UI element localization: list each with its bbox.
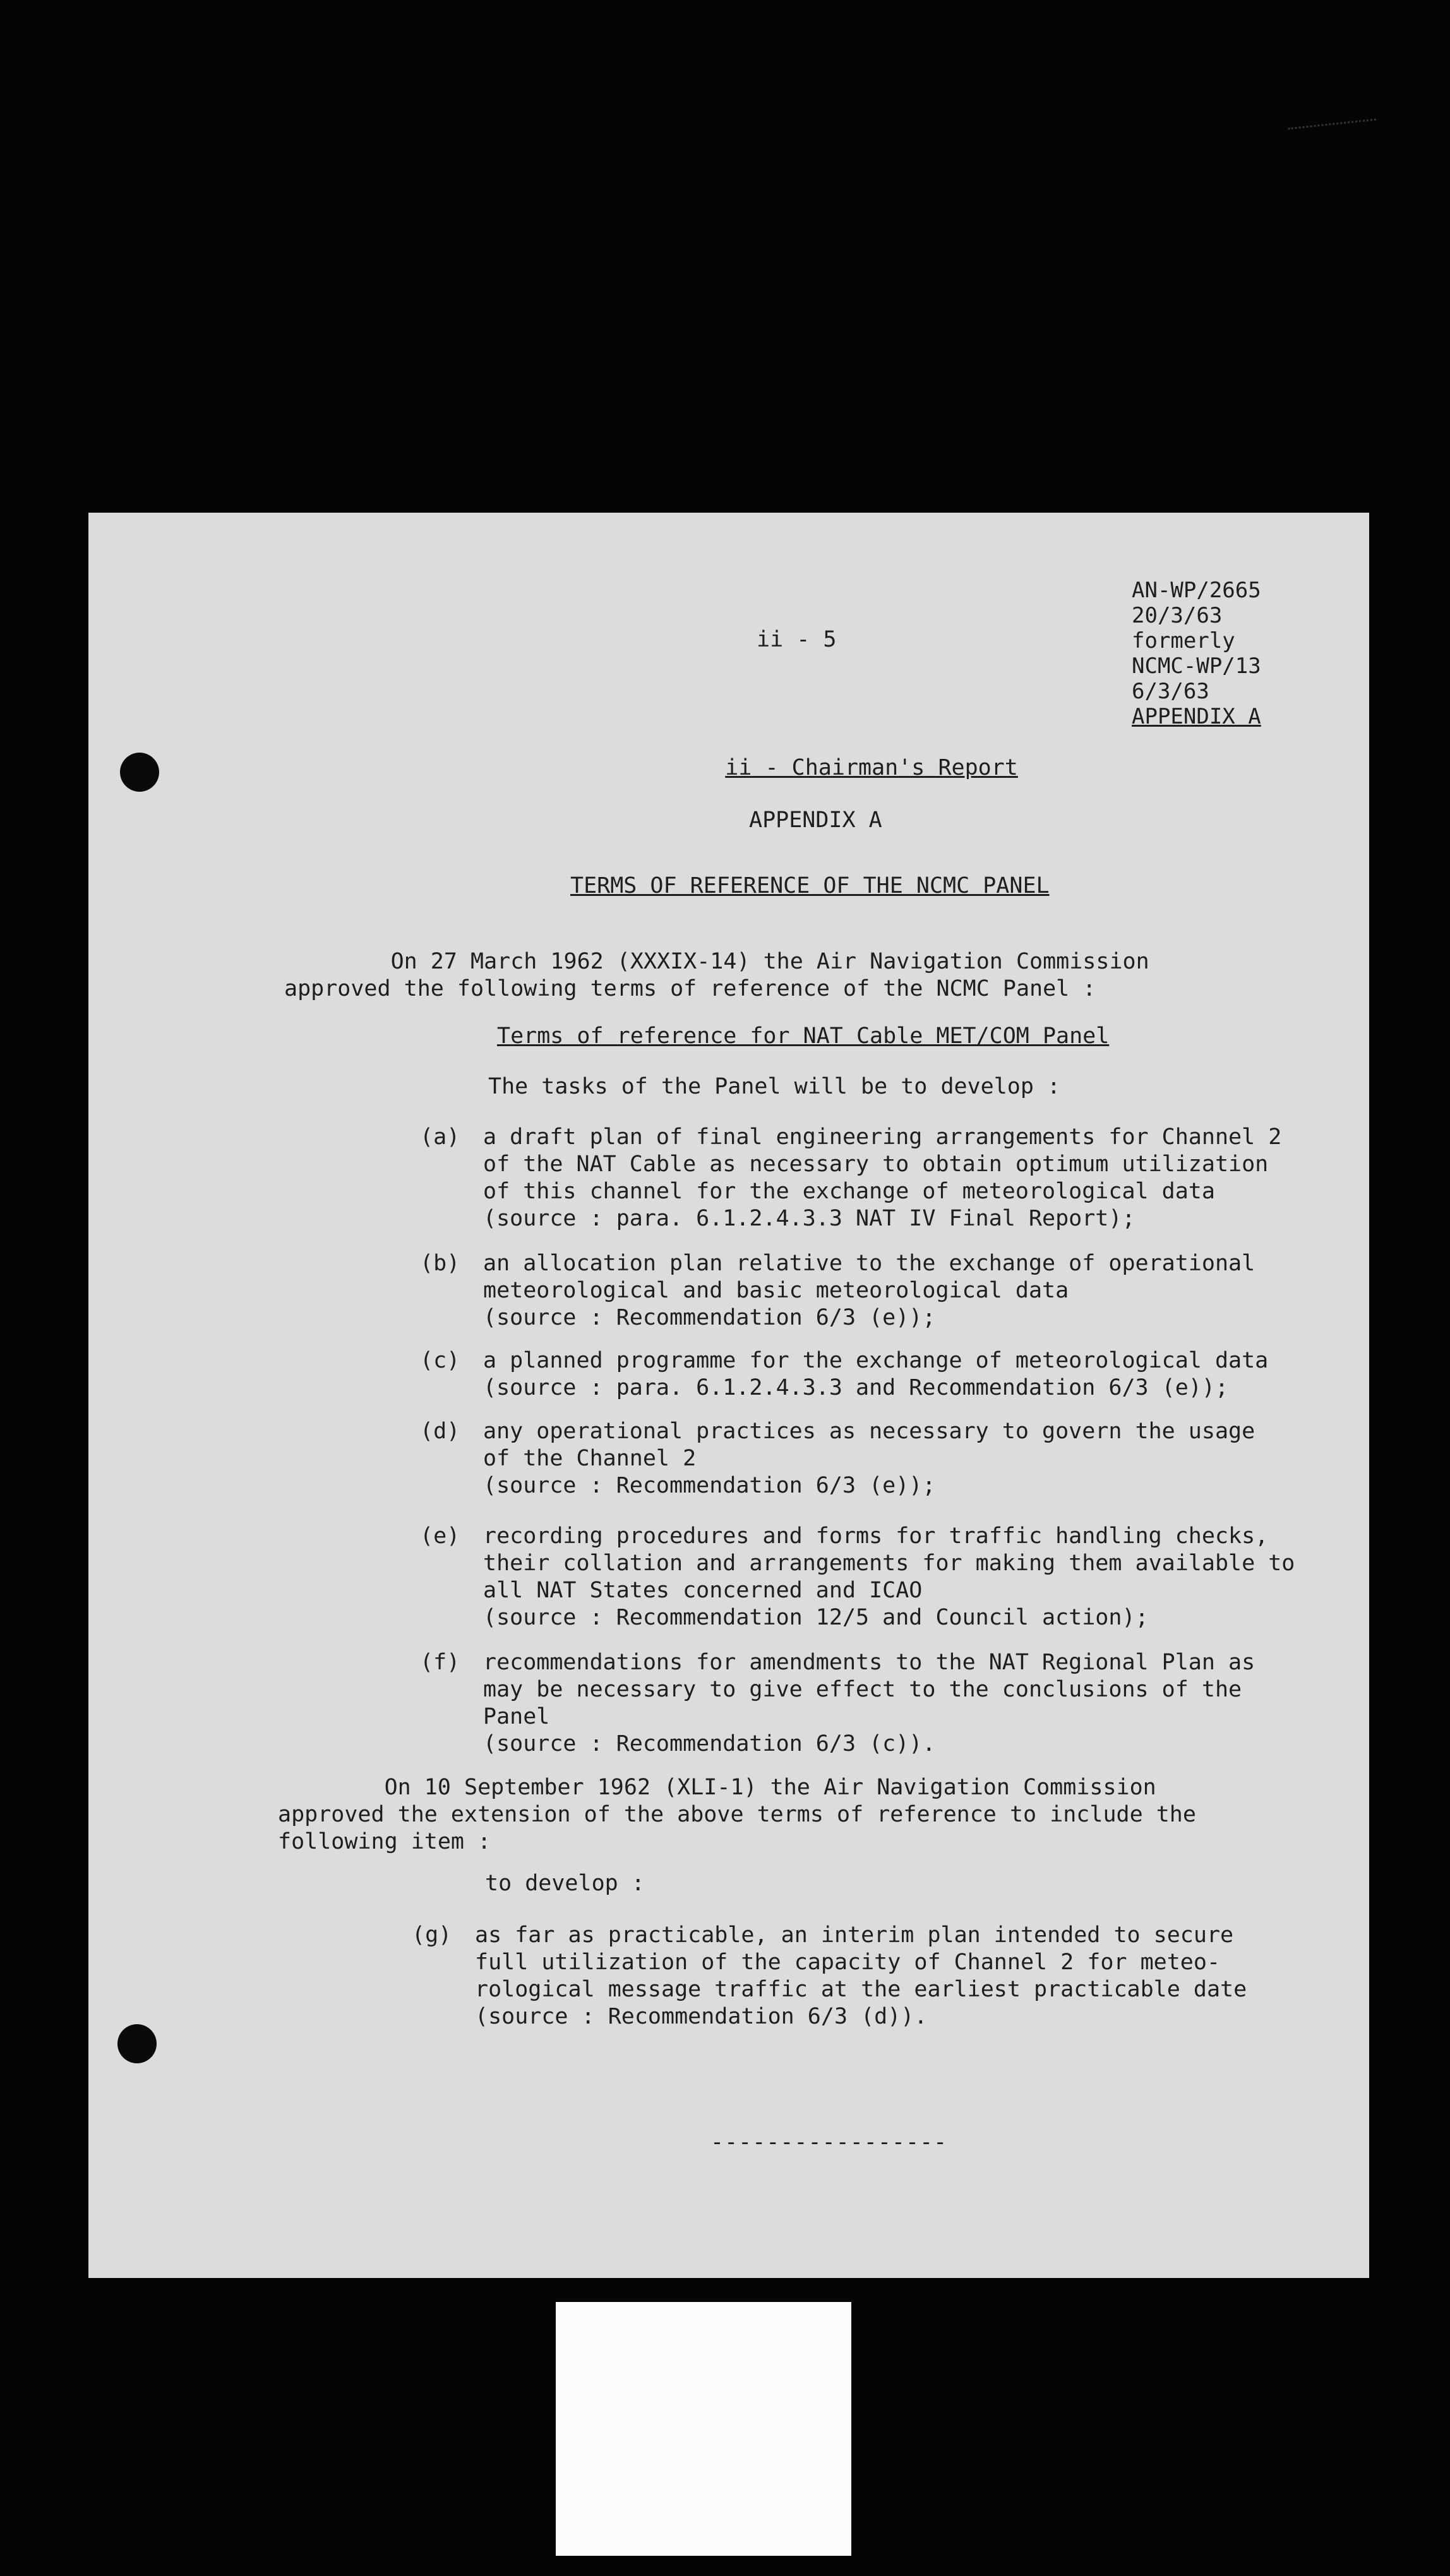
punch-hole	[120, 753, 159, 792]
extension-paragraph: On 10 September 1962 (XLI-1) the Air Navigation Commission approved the extension of the above terms of reference to include the following item :	[278, 1775, 1196, 1854]
item-label: (d)	[420, 1419, 460, 1444]
document-reference	[1132, 578, 1261, 729]
item-label: (c)	[420, 1348, 460, 1373]
item-text: recommendations for amendments to the NAT Regional Plan as may be necessary to give effect to the conclusions of the Panel (source : Recommendation 6/3 (c)).	[483, 1650, 1255, 1756]
page-number: ii - 5	[757, 627, 837, 652]
item-text: an allocation plan relative to the exchange of operational meteorological and basic meteorological data (source : Recommendation 6/3 (e));	[483, 1251, 1255, 1330]
reference-line: AN-WP/2665	[1132, 578, 1261, 603]
blank-card	[556, 2302, 851, 2556]
report-title-text: ii - Chairman's Report	[725, 755, 1018, 780]
report-title	[672, 727, 1018, 809]
item-label: (b)	[420, 1251, 460, 1276]
reference-line: 6/3/63	[1132, 679, 1209, 704]
reference-line: formerly	[1132, 628, 1235, 653]
scan-artifact	[1288, 119, 1377, 139]
reference-line: APPENDIX A	[1132, 704, 1261, 729]
item-text: a draft plan of final engineering arrangements for Channel 2 of the NAT Cable as necessary to obtain optimum utilization of this channel for the exchange of meteorological data (source : para. 6.1.2.4.3.3 NAT IV Final Report);	[483, 1124, 1282, 1231]
subheading: Terms of reference for NAT Cable MET/COM Panel	[497, 1023, 1110, 1049]
to-develop: to develop :	[485, 1871, 645, 1896]
item-text: recording procedures and forms for traffic handling checks, their collation and arrangements for making them available to all NAT States concerned and ICAO (source : Recommendation 12/5 and Council action);	[483, 1524, 1295, 1630]
punch-hole	[117, 2024, 157, 2063]
item-label: (a)	[420, 1124, 460, 1150]
item-label: (f)	[420, 1650, 460, 1675]
intro-paragraph: On 27 March 1962 (XXXIX-14) the Air Navigation Commission approved the following terms of reference of the NCMC Panel :	[284, 949, 1149, 1001]
item-text: a planned programme for the exchange of meteorological data (source : para. 6.1.2.4.3.3 and Recommendation 6/3 (e));	[483, 1348, 1269, 1400]
item-label: (g)	[412, 1923, 452, 1948]
closing-rule: -----------------	[710, 2130, 948, 2155]
reference-line: 20/3/63	[1132, 603, 1223, 628]
item-text: as far as practicable, an interim plan intended to secure full utilization of the capacity of Channel 2 for meteo- rological message traffic at the earliest practicable date (source : Recommendation 6/3 (d)).	[475, 1923, 1247, 2029]
appendix-heading: APPENDIX A	[749, 808, 882, 833]
document-page	[88, 513, 1369, 2278]
reference-line: NCMC-WP/13	[1132, 653, 1261, 679]
item-text: any operational practices as necessary to govern the usage of the Channel 2 (source : Recommendation 6/3 (e));	[483, 1419, 1255, 1498]
tasks-intro: The tasks of the Panel will be to develop :	[488, 1074, 1061, 1099]
terms-title: TERMS OF REFERENCE OF THE NCMC PANEL	[570, 873, 1050, 898]
item-label: (e)	[420, 1524, 460, 1549]
